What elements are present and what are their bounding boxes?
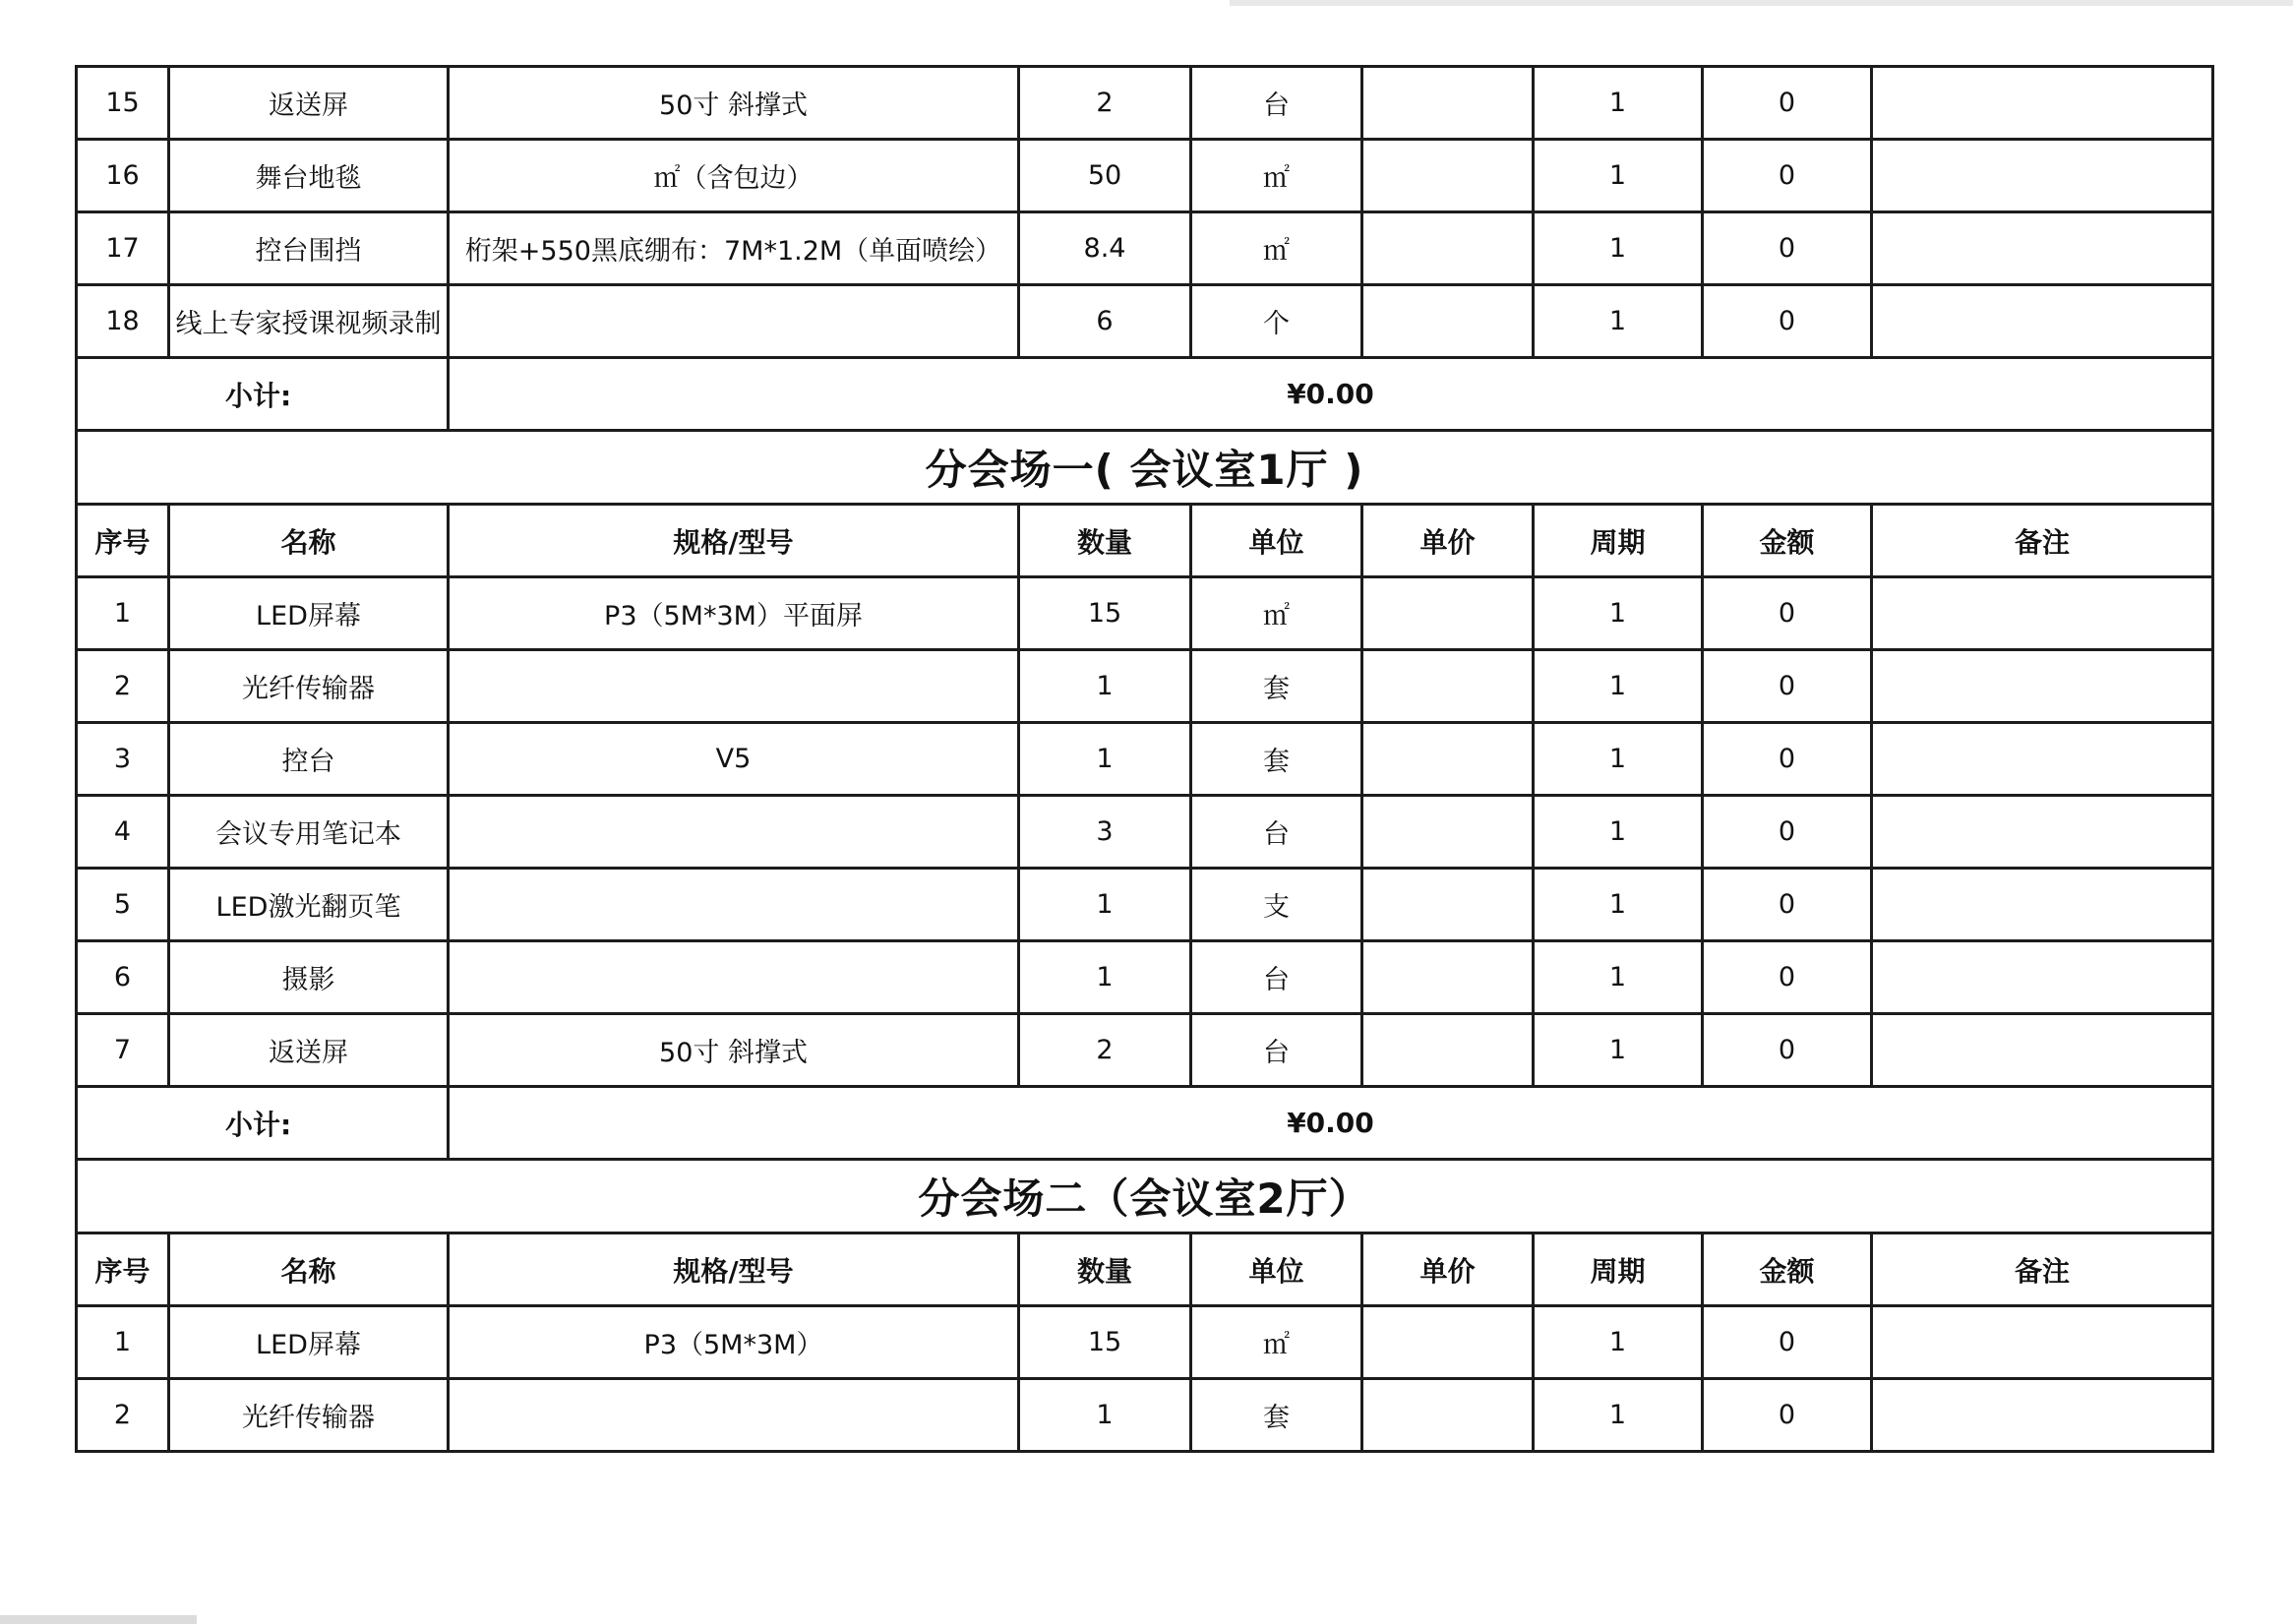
cell-seq: 6 — [77, 941, 169, 1014]
cell-qty: 2 — [1019, 67, 1191, 140]
cell-spec — [449, 650, 1019, 723]
table-row — [77, 285, 2213, 358]
cell-amount: 0 — [1703, 1014, 1872, 1087]
section-title: 分会场二（会议室2厅） — [77, 1160, 2213, 1233]
table-row — [77, 140, 2213, 212]
cell-name: LED屏幕 — [169, 1306, 449, 1379]
cell-note — [1872, 723, 2213, 796]
cell-qty: 1 — [1019, 1379, 1191, 1452]
cell-period: 1 — [1534, 650, 1703, 723]
cell-seq: 17 — [77, 212, 169, 285]
cell-note — [1872, 941, 2213, 1014]
cell-unit: 台 — [1191, 67, 1362, 140]
cell-seq: 3 — [77, 723, 169, 796]
cell-qty: 1 — [1019, 941, 1191, 1014]
cell-spec — [449, 941, 1019, 1014]
cell-amount: 0 — [1703, 285, 1872, 358]
cell-qty: 50 — [1019, 140, 1191, 212]
cell-note — [1872, 67, 2213, 140]
cell-seq: 18 — [77, 285, 169, 358]
cell-unit: ㎡ — [1191, 1306, 1362, 1379]
cell-period: 1 — [1534, 212, 1703, 285]
cell-unit: 套 — [1191, 650, 1362, 723]
cell-seq: 15 — [77, 67, 169, 140]
cell-seq: 1 — [77, 577, 169, 650]
cell-price — [1362, 723, 1534, 796]
header-price: 单价 — [1362, 1233, 1534, 1306]
cell-spec: P3（5M*3M） — [449, 1306, 1019, 1379]
table-row — [77, 941, 2213, 1014]
cell-name: 光纤传输器 — [169, 1379, 449, 1452]
cell-amount: 0 — [1703, 869, 1872, 941]
cell-unit: 个 — [1191, 285, 1362, 358]
subtotal-value: ¥0.00 — [449, 1087, 2213, 1160]
table-row — [77, 869, 2213, 941]
cell-period: 1 — [1534, 1379, 1703, 1452]
header-amount: 金额 — [1703, 1233, 1872, 1306]
section-title: 分会场一( 会议室1厅 ) — [77, 431, 2213, 505]
cell-unit: ㎡ — [1191, 577, 1362, 650]
cell-amount: 0 — [1703, 1379, 1872, 1452]
cell-note — [1872, 869, 2213, 941]
cell-unit: 支 — [1191, 869, 1362, 941]
cell-note — [1872, 1306, 2213, 1379]
cell-note — [1872, 796, 2213, 869]
header-name: 名称 — [169, 505, 449, 577]
cell-price — [1362, 650, 1534, 723]
cell-seq: 16 — [77, 140, 169, 212]
quotation-table-body — [77, 67, 2213, 1452]
header-price: 单价 — [1362, 505, 1534, 577]
cell-qty: 2 — [1019, 1014, 1191, 1087]
cell-seq: 5 — [77, 869, 169, 941]
cell-name: LED屏幕 — [169, 577, 449, 650]
cell-name: 舞台地毯 — [169, 140, 449, 212]
cell-unit: ㎡ — [1191, 140, 1362, 212]
cell-name: 控台 — [169, 723, 449, 796]
cell-name: 摄影 — [169, 941, 449, 1014]
header-spec: 规格/型号 — [449, 505, 1019, 577]
cell-seq: 2 — [77, 650, 169, 723]
scan-edge-bottom — [0, 1615, 197, 1624]
cell-note — [1872, 212, 2213, 285]
cell-spec: 50寸 斜撑式 — [449, 67, 1019, 140]
cell-period: 1 — [1534, 285, 1703, 358]
table-row — [77, 212, 2213, 285]
cell-price — [1362, 1306, 1534, 1379]
section-title-row — [77, 1160, 2213, 1233]
cell-note — [1872, 140, 2213, 212]
cell-amount: 0 — [1703, 67, 1872, 140]
cell-qty: 15 — [1019, 577, 1191, 650]
cell-price — [1362, 1014, 1534, 1087]
section2-header-row — [77, 1233, 2213, 1306]
cell-spec: 50寸 斜撑式 — [449, 1014, 1019, 1087]
cell-qty: 8.4 — [1019, 212, 1191, 285]
cell-price — [1362, 140, 1534, 212]
cell-period: 1 — [1534, 1306, 1703, 1379]
scan-edge-top — [1230, 0, 2293, 6]
header-qty: 数量 — [1019, 1233, 1191, 1306]
cell-name: 返送屏 — [169, 67, 449, 140]
cell-unit: 台 — [1191, 941, 1362, 1014]
cell-qty: 3 — [1019, 796, 1191, 869]
cell-seq: 2 — [77, 1379, 169, 1452]
section-title-row — [77, 431, 2213, 505]
cell-note — [1872, 1014, 2213, 1087]
cell-qty: 1 — [1019, 869, 1191, 941]
cell-note — [1872, 1379, 2213, 1452]
header-note: 备注 — [1872, 1233, 2213, 1306]
cell-period: 1 — [1534, 941, 1703, 1014]
cell-amount: 0 — [1703, 577, 1872, 650]
header-period: 周期 — [1534, 1233, 1703, 1306]
cell-price — [1362, 212, 1534, 285]
cell-amount: 0 — [1703, 941, 1872, 1014]
cell-spec: ㎡（含包边） — [449, 140, 1019, 212]
cell-period: 1 — [1534, 796, 1703, 869]
cell-name: 会议专用笔记本 — [169, 796, 449, 869]
cell-spec — [449, 869, 1019, 941]
cell-price — [1362, 285, 1534, 358]
cell-seq: 1 — [77, 1306, 169, 1379]
table-row — [77, 723, 2213, 796]
header-name: 名称 — [169, 1233, 449, 1306]
cell-price — [1362, 1379, 1534, 1452]
header-qty: 数量 — [1019, 505, 1191, 577]
cell-qty: 15 — [1019, 1306, 1191, 1379]
cell-period: 1 — [1534, 577, 1703, 650]
subtotal-row — [77, 358, 2213, 431]
cell-note — [1872, 650, 2213, 723]
header-seq: 序号 — [77, 505, 169, 577]
table-row — [77, 1306, 2213, 1379]
cell-qty: 1 — [1019, 650, 1191, 723]
cell-note — [1872, 285, 2213, 358]
cell-amount: 0 — [1703, 1306, 1872, 1379]
subtotal-label: 小计: — [77, 1087, 449, 1160]
cell-name: 线上专家授课视频录制 — [169, 285, 449, 358]
header-period: 周期 — [1534, 505, 1703, 577]
cell-spec: P3（5M*3M）平面屏 — [449, 577, 1019, 650]
cell-unit: 套 — [1191, 723, 1362, 796]
cell-unit: 套 — [1191, 1379, 1362, 1452]
cell-unit: 台 — [1191, 1014, 1362, 1087]
cell-spec — [449, 1379, 1019, 1452]
cell-note — [1872, 577, 2213, 650]
cell-spec: V5 — [449, 723, 1019, 796]
table-row — [77, 650, 2213, 723]
subtotal-value: ¥0.00 — [449, 358, 2213, 431]
cell-amount: 0 — [1703, 140, 1872, 212]
header-unit: 单位 — [1191, 505, 1362, 577]
cell-name: 光纤传输器 — [169, 650, 449, 723]
header-amount: 金额 — [1703, 505, 1872, 577]
cell-period: 1 — [1534, 1014, 1703, 1087]
cell-spec — [449, 285, 1019, 358]
cell-unit: 台 — [1191, 796, 1362, 869]
cell-name: LED激光翻页笔 — [169, 869, 449, 941]
header-note: 备注 — [1872, 505, 2213, 577]
cell-price — [1362, 577, 1534, 650]
cell-period: 1 — [1534, 723, 1703, 796]
table-row — [77, 577, 2213, 650]
cell-amount: 0 — [1703, 212, 1872, 285]
cell-price — [1362, 941, 1534, 1014]
table-row — [77, 1014, 2213, 1087]
table-row — [77, 796, 2213, 869]
subtotal-label: 小计: — [77, 358, 449, 431]
cell-period: 1 — [1534, 67, 1703, 140]
cell-period: 1 — [1534, 140, 1703, 212]
header-spec: 规格/型号 — [449, 1233, 1019, 1306]
cell-unit: ㎡ — [1191, 212, 1362, 285]
table-row — [77, 67, 2213, 140]
cell-name: 控台围挡 — [169, 212, 449, 285]
quotation-table — [75, 65, 2214, 1453]
cell-qty: 1 — [1019, 723, 1191, 796]
cell-amount: 0 — [1703, 796, 1872, 869]
cell-amount: 0 — [1703, 723, 1872, 796]
cell-spec — [449, 796, 1019, 869]
cell-price — [1362, 67, 1534, 140]
header-unit: 单位 — [1191, 1233, 1362, 1306]
cell-name: 返送屏 — [169, 1014, 449, 1087]
cell-seq: 7 — [77, 1014, 169, 1087]
cell-period: 1 — [1534, 869, 1703, 941]
cell-seq: 4 — [77, 796, 169, 869]
section1-header-row — [77, 505, 2213, 577]
cell-price — [1362, 869, 1534, 941]
header-seq: 序号 — [77, 1233, 169, 1306]
cell-amount: 0 — [1703, 650, 1872, 723]
cell-spec: 桁架+550黑底绷布：7M*1.2M（单面喷绘） — [449, 212, 1019, 285]
cell-qty: 6 — [1019, 285, 1191, 358]
subtotal-row — [77, 1087, 2213, 1160]
table-row — [77, 1379, 2213, 1452]
cell-price — [1362, 796, 1534, 869]
